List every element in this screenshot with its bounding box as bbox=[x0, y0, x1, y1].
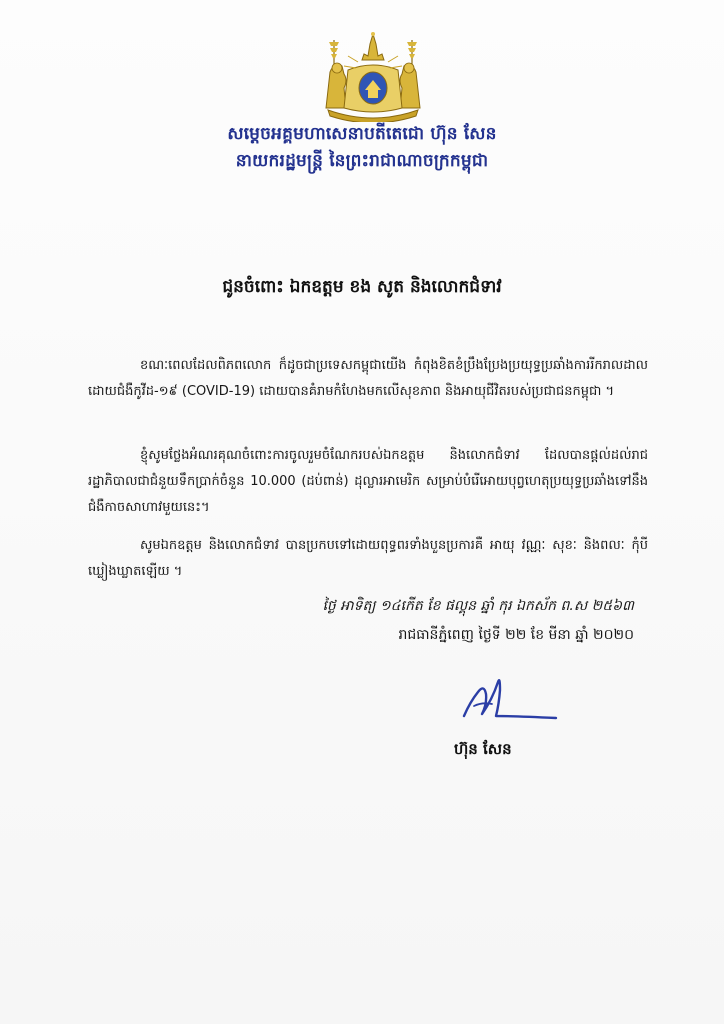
royal-emblem-icon bbox=[318, 30, 428, 122]
signer-name: ហ៊ុន សែន bbox=[454, 740, 512, 758]
body-paragraph-1: ខណៈពេលដែលពិភពលោក ក៏ដូចជាប្រទេសកម្ពុជាយើង កំពុងខិតខំប្រឹងប្រែងប្រយុទ្ធប្រឆាំងការរីករាលដាលដោយជំងឺកូវីដ-១៩ (COVID-19) ដោយបានគំរាមកំហែងមកលើសុខភាព និងអាយុជីវិតរបស់ប្រជាជនកម្ពុជា ។ bbox=[88, 358, 648, 399]
sender-title-line1: សម្តេចអគ្គមហាសេនាបតីតេជោ ហ៊ុន សែន bbox=[227, 124, 497, 144]
handwritten-signature-icon bbox=[456, 672, 566, 732]
recipient-salutation: ជូនចំពោះ ឯកឧត្តម ខង សូត និងលោកជំទាវ bbox=[222, 277, 502, 297]
body-paragraph-3: សូមឯកឧត្តម និងលោកជំទាវ បានប្រកបទៅដោយពុទ្ធពរទាំងបួនប្រការគឺ អាយុ វណ្ណៈ សុខៈ និងពលៈ កុំបីឃ្លៀងឃ្លាតឡើយ ។ bbox=[88, 538, 648, 579]
place-and-date: រាជធានីភ្នំពេញ ថ្ងៃទី ២២ ខែ មីនា ឆ្នាំ ២០២០ bbox=[398, 627, 634, 643]
body-paragraph-2: ខ្ញុំសូមថ្លែងអំណរគុណចំពោះការចូលរួមចំណែករបស់ឯកឧត្តម និងលោកជំទាវ ដែលបានផ្តល់ដល់រាជរដ្ឋាភិបាលជាជំនួយទឹកប្រាក់ចំនួន 10.000 (ដប់ពាន់) ដុល្លារអាមេរិក សម្រាប់បំរើអោយបុព្វហេតុប្រយុទ្ធប្រឆាំងទៅនឹងជំងឺកាចសាហាវមួយនេះ។ bbox=[88, 448, 648, 515]
lunar-date: ថ្ងៃ អាទិត្យ ១៤កើត ខែ ផល្គុន ឆ្នាំ កុរ ឯកស័ក ព.ស ២៥៦៣ bbox=[322, 598, 634, 614]
sender-title-line2: នាយករដ្ឋមន្ត្រី នៃព្រះរាជាណាចក្រកម្ពុជា bbox=[235, 151, 489, 171]
